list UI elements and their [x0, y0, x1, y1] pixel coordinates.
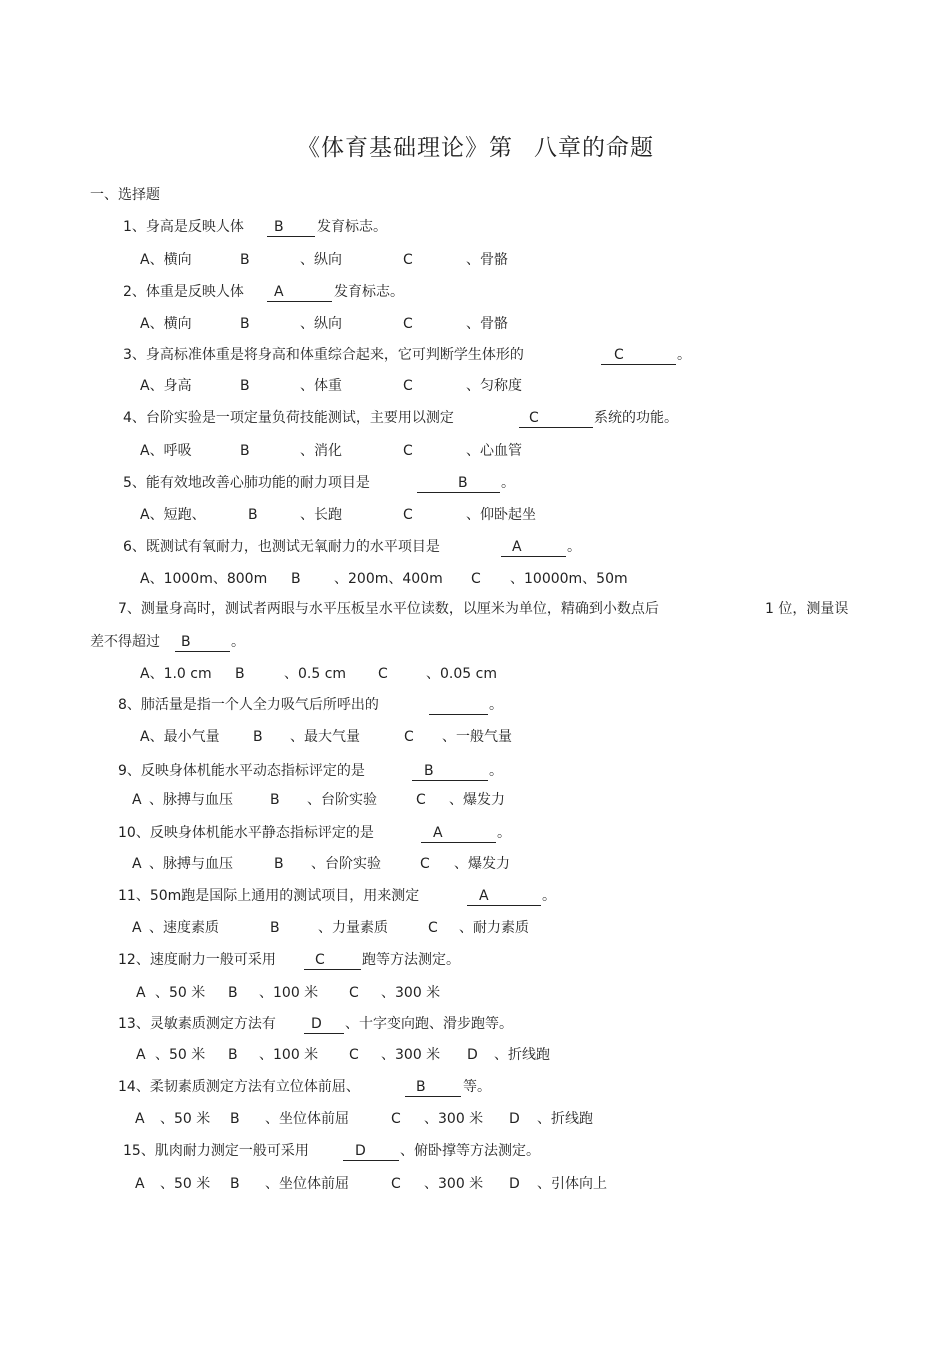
- option: A: [136, 985, 146, 1001]
- answer-blank: [417, 474, 500, 493]
- answer-blank: [501, 538, 566, 557]
- option: D: [509, 1176, 520, 1192]
- option: 、匀称度: [466, 378, 522, 394]
- option: 、50 米: [155, 1047, 206, 1063]
- option: 、坐位体前屈: [265, 1111, 349, 1127]
- answer-blank: [429, 696, 488, 715]
- option: 、骨骼: [466, 316, 508, 332]
- option: 、耐力素质: [459, 920, 529, 936]
- question-stem: 7、测量身高时，测试者两眼与水平压板呈水平位读数，以厘米为单位，精确到小数点后: [118, 601, 659, 617]
- question-stem-end: 发育标志。: [334, 284, 404, 300]
- option: B: [253, 729, 263, 745]
- answer-value: A: [479, 888, 489, 904]
- option: 、100 米: [259, 985, 319, 1001]
- section-heading: 一、选择题: [90, 187, 160, 203]
- option: A: [132, 920, 142, 936]
- answer-blank: [421, 824, 496, 843]
- option: A、横向: [140, 252, 192, 268]
- option: C: [403, 252, 413, 268]
- question-stem-end: 、十字变向跑、滑步跑等。: [345, 1016, 513, 1032]
- option: 、纵向: [300, 316, 342, 332]
- question-stem-end: 。: [567, 539, 581, 555]
- option: A、短跑、: [140, 507, 206, 523]
- answer-value: C: [614, 347, 624, 363]
- option: C: [378, 666, 388, 682]
- answer-value: C: [315, 952, 325, 968]
- option: 、50 米: [160, 1176, 211, 1192]
- answer-value: D: [355, 1143, 366, 1159]
- option: 、折线跑: [537, 1111, 593, 1127]
- answer-value: A: [274, 284, 284, 300]
- answer-blank: [304, 951, 361, 970]
- option: 、10000m、50m: [510, 571, 628, 587]
- option: C: [349, 985, 359, 1001]
- option: 、200m、400m: [334, 571, 443, 587]
- option: C: [391, 1111, 401, 1127]
- option: 、最大气量: [290, 729, 360, 745]
- answer-blank: [267, 218, 315, 237]
- option: 、折线跑: [494, 1047, 550, 1063]
- option: B: [240, 316, 250, 332]
- option: 、300 米: [424, 1111, 484, 1127]
- answer-blank: [601, 346, 676, 365]
- option: A、身高: [140, 378, 192, 394]
- option: 、仰卧起坐: [466, 507, 536, 523]
- option: A、呼吸: [140, 443, 192, 459]
- question-stem-end: 、俯卧撑等方法测定。: [400, 1143, 540, 1159]
- option: C: [404, 729, 414, 745]
- option: A、最小气量: [140, 729, 220, 745]
- option: D: [467, 1047, 478, 1063]
- option: A: [136, 1047, 146, 1063]
- option: B: [274, 856, 284, 872]
- option: 、体重: [300, 378, 342, 394]
- answer-blank: [412, 762, 488, 781]
- answer-blank: [467, 887, 541, 906]
- option: A: [135, 1111, 145, 1127]
- option: B: [240, 252, 250, 268]
- question-stem: 11、50m跑是国际上通用的测试项目，用来测定: [118, 888, 420, 904]
- question-stem: 14、柔韧素质测定方法有立位体前屈、: [118, 1079, 360, 1095]
- question-stem-continued: 1 位，测量误: [765, 601, 849, 617]
- question-stem: 9、反映身体机能水平动态指标评定的是: [118, 763, 365, 779]
- question-stem: 2、体重是反映人体: [123, 284, 244, 300]
- question-stem-end: 。: [542, 888, 556, 904]
- document-title-chapter: 八章的命题: [534, 135, 654, 161]
- question-stem: 6、既测试有氧耐力，也测试无氧耐力的水平项目是: [123, 539, 440, 555]
- option: B: [230, 1176, 240, 1192]
- option: 、0.5 cm: [284, 666, 347, 682]
- answer-value: B: [458, 475, 468, 491]
- option: A、1.0 cm: [140, 666, 212, 682]
- option: A: [135, 1176, 145, 1192]
- question-stem: 1、身高是反映人体: [123, 219, 244, 235]
- question-stem: 15、肌肉耐力测定一般可采用: [123, 1143, 309, 1159]
- option: 、纵向: [300, 252, 342, 268]
- option: 、爆发力: [454, 856, 510, 872]
- option: C: [471, 571, 481, 587]
- option: A、1000m、800m: [140, 571, 268, 587]
- option: 、消化: [300, 443, 342, 459]
- option: C: [403, 316, 413, 332]
- answer-blank: [175, 633, 230, 652]
- option: 、脉搏与血压: [149, 792, 233, 808]
- answer-value: B: [181, 634, 191, 650]
- option: B: [270, 920, 280, 936]
- option: 、50 米: [155, 985, 206, 1001]
- option: 、爆发力: [449, 792, 505, 808]
- question-stem-end: 。: [497, 825, 511, 841]
- question-stem-end: 。: [489, 763, 503, 779]
- option: B: [228, 1047, 238, 1063]
- option: 、0.05 cm: [426, 666, 497, 682]
- answer-value: B: [416, 1079, 426, 1095]
- question-stem: 8、肺活量是指一个人全力吸气后所呼出的: [118, 697, 379, 713]
- answer-value: A: [512, 539, 522, 555]
- option: A、横向: [140, 316, 192, 332]
- question-stem: 10、反映身体机能水平静态指标评定的是: [118, 825, 374, 841]
- question-stem-end: 等。: [463, 1079, 491, 1095]
- option: 、一般气量: [442, 729, 512, 745]
- option: D: [509, 1111, 520, 1127]
- question-stem-line2: 差不得超过: [90, 634, 160, 650]
- answer-blank: [304, 1015, 344, 1034]
- question-stem: 13、灵敏素质测定方法有: [118, 1016, 276, 1032]
- option: C: [391, 1176, 401, 1192]
- option: 、脉搏与血压: [149, 856, 233, 872]
- option: 、心血管: [466, 443, 522, 459]
- option: C: [428, 920, 438, 936]
- question-stem-end: 。: [231, 634, 245, 650]
- option: A: [132, 856, 142, 872]
- option: B: [291, 571, 301, 587]
- answer-blank: [405, 1078, 461, 1097]
- option: 、骨骼: [466, 252, 508, 268]
- question-stem: 5、能有效地改善心肺功能的耐力项目是: [123, 475, 370, 491]
- option: C: [416, 792, 426, 808]
- option: B: [230, 1111, 240, 1127]
- option: 、引体向上: [537, 1176, 607, 1192]
- question-stem-end: 。: [677, 347, 691, 363]
- option: C: [403, 507, 413, 523]
- option: B: [240, 378, 250, 394]
- question-stem: 3、身高标准体重是将身高和体重综合起来，它可判断学生体形的: [123, 347, 524, 363]
- option: 、力量素质: [318, 920, 388, 936]
- option: C: [349, 1047, 359, 1063]
- answer-blank: [519, 409, 593, 428]
- option: B: [240, 443, 250, 459]
- option: 、300 米: [381, 985, 441, 1001]
- question-stem: 12、速度耐力一般可采用: [118, 952, 276, 968]
- answer-value: A: [433, 825, 443, 841]
- question-stem-end: 系统的功能。: [594, 410, 678, 426]
- option: C: [403, 378, 413, 394]
- question-stem-end: 。: [501, 475, 515, 491]
- option: 、台阶实验: [311, 856, 381, 872]
- question-stem-end: 发育标志。: [317, 219, 387, 235]
- answer-blank: [343, 1142, 399, 1161]
- option: 、300 米: [424, 1176, 484, 1192]
- option: 、长跑: [300, 507, 342, 523]
- answer-value: C: [529, 410, 539, 426]
- option: A: [132, 792, 142, 808]
- option: 、50 米: [160, 1111, 211, 1127]
- question-stem-end: 。: [489, 697, 503, 713]
- answer-blank: [267, 283, 332, 302]
- answer-value: D: [311, 1016, 322, 1032]
- option: C: [420, 856, 430, 872]
- question-stem-end: 跑等方法测定。: [362, 952, 460, 968]
- option: B: [248, 507, 258, 523]
- answer-value: B: [274, 219, 284, 235]
- option: B: [235, 666, 245, 682]
- document-title: 《体育基础理论》第: [297, 135, 513, 161]
- question-stem: 4、台阶实验是一项定量负荷技能测试，主要用以测定: [123, 410, 454, 426]
- option: 、坐位体前屈: [265, 1176, 349, 1192]
- option: 、100 米: [259, 1047, 319, 1063]
- option: C: [403, 443, 413, 459]
- option: 、300 米: [381, 1047, 441, 1063]
- option: B: [228, 985, 238, 1001]
- option: 、台阶实验: [307, 792, 377, 808]
- answer-value: B: [424, 763, 434, 779]
- option: 、速度素质: [149, 920, 219, 936]
- option: B: [270, 792, 280, 808]
